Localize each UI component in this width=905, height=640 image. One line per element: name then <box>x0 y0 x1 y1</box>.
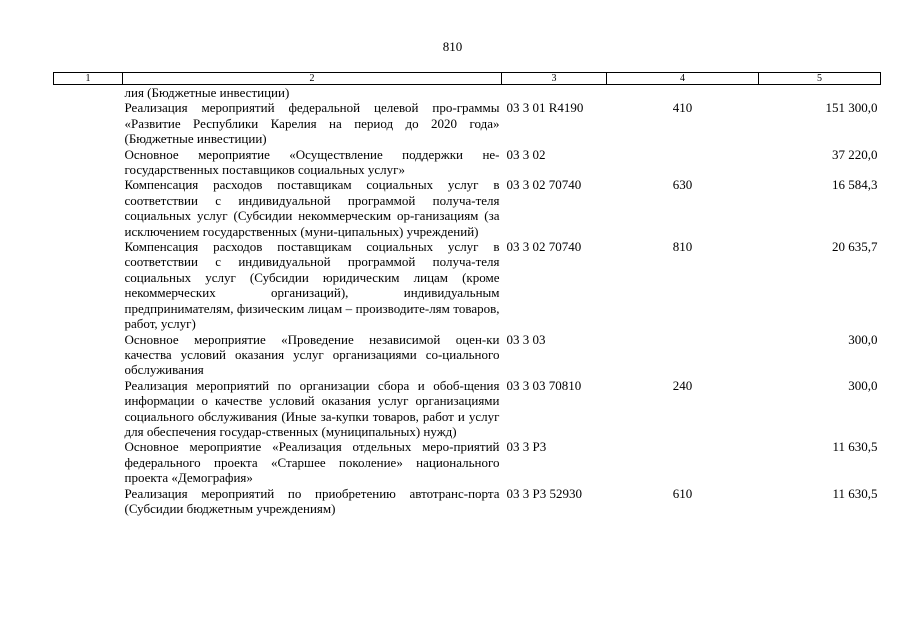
row-spacer-cell <box>54 100 123 146</box>
classification-code-cell: 03 3 03 <box>506 331 546 347</box>
table-row <box>54 332 881 378</box>
item-name-cell: Реализация мероприятий по организации сбора и обоб-щения информации о качестве условий оказания услуг организациями социального обслуживания (Иные за-купки товаров, работ и услуг для обеспечения государ-ственных (муниципальных) нужд) <box>124 377 500 439</box>
classification-code-cell: 03 3 03 70810 <box>506 377 582 393</box>
classification-code-cell: 03 3 P3 <box>506 439 547 455</box>
page-number: 810 <box>442 39 463 54</box>
expense-type-cell: 410 <box>672 100 693 116</box>
column-number-row <box>54 73 881 85</box>
amount-cell: 300,0 <box>848 331 878 347</box>
expense-type-cell <box>607 147 759 178</box>
column-header-3: 3 <box>502 73 607 85</box>
item-name-cell: Основное мероприятие «Реализация отдельных меро-приятий федерального проекта «Старшее поколение» национального проекта «Демография» <box>124 439 500 486</box>
amount-cell: 11 630,5 <box>832 485 878 501</box>
classification-code-cell: 03 3 02 70740 <box>506 177 582 193</box>
item-name-cell: Основное мероприятие «Осуществление поддержки не-государственных поставщиков социальных услуг» <box>124 146 500 178</box>
item-name-cell: Компенсация расходов поставщикам социальных услуг в соответствии с индивидуальной программой получа-теля социальных услуг (Субсидии юридическим лицам (кроме некоммерческих организаций), индивидуальным предпринимателям, физическим лицам – производите-лям товаров, работ, услуг) <box>124 239 500 332</box>
column-header-2: 2 <box>123 73 502 85</box>
expense-type-cell <box>607 439 759 485</box>
classification-code-cell: 03 3 01 R4190 <box>506 100 584 116</box>
item-name-cell: лия (Бюджетные инвестиции) <box>124 85 290 100</box>
classification-code-cell <box>502 85 607 101</box>
row-spacer-cell <box>54 378 123 440</box>
item-name-cell: Реализация мероприятий по приобретению автотранс-порта (Субсидии бюджетным учреждениям) <box>124 485 500 516</box>
expense-type-cell: 630 <box>672 177 693 193</box>
table-row <box>54 85 881 101</box>
table-row <box>54 177 881 239</box>
table-row <box>54 147 881 178</box>
column-header-1: 1 <box>54 73 123 85</box>
amount-cell <box>759 85 881 101</box>
table-row <box>54 239 881 331</box>
column-header-5: 5 <box>759 73 881 85</box>
column-header-4: 4 <box>607 73 759 85</box>
table-row <box>54 486 881 517</box>
table-row <box>54 378 881 440</box>
row-spacer-cell <box>54 177 123 239</box>
expense-type-cell <box>607 332 759 378</box>
item-name-cell: Компенсация расходов поставщикам социальных услуг в соответствии с индивидуальной программой получа-теля социальных услуг (Субсидии некоммерческим ор-ганизациям (за исключением государственных (муни-ципальных) учреждений) <box>124 177 500 239</box>
expense-type-cell <box>607 85 759 101</box>
row-spacer-cell <box>54 486 123 517</box>
table-row <box>54 439 881 485</box>
item-name-cell: Основное мероприятие «Проведение независимой оцен-ки качества условий оказания услуг организациями со-циального обслуживания <box>124 331 500 378</box>
amount-cell: 37 220,0 <box>832 146 878 162</box>
table-row <box>54 100 881 146</box>
row-spacer-cell <box>54 147 123 178</box>
amount-cell: 300,0 <box>848 377 878 393</box>
row-spacer-cell <box>54 85 123 101</box>
expense-type-cell: 810 <box>672 239 693 255</box>
amount-cell: 20 635,7 <box>832 239 878 255</box>
expense-type-cell: 240 <box>672 377 693 393</box>
table-body <box>54 85 881 517</box>
classification-code-cell: 03 3 02 70740 <box>506 239 582 255</box>
amount-cell: 11 630,5 <box>832 439 878 455</box>
amount-cell: 151 300,0 <box>825 100 878 116</box>
amount-cell: 16 584,3 <box>832 177 878 193</box>
expense-type-cell: 610 <box>672 485 693 501</box>
row-spacer-cell <box>54 239 123 331</box>
classification-code-cell: 03 3 P3 52930 <box>506 485 582 501</box>
budget-table <box>53 72 881 516</box>
item-name-cell: Реализация мероприятий федеральной целевой про-граммы «Развитие Республики Карелия на период до 2020 года» (Бюджетные инвестиции) <box>124 100 500 147</box>
row-spacer-cell <box>54 439 123 485</box>
classification-code-cell: 03 3 02 <box>506 146 546 162</box>
row-spacer-cell <box>54 332 123 378</box>
